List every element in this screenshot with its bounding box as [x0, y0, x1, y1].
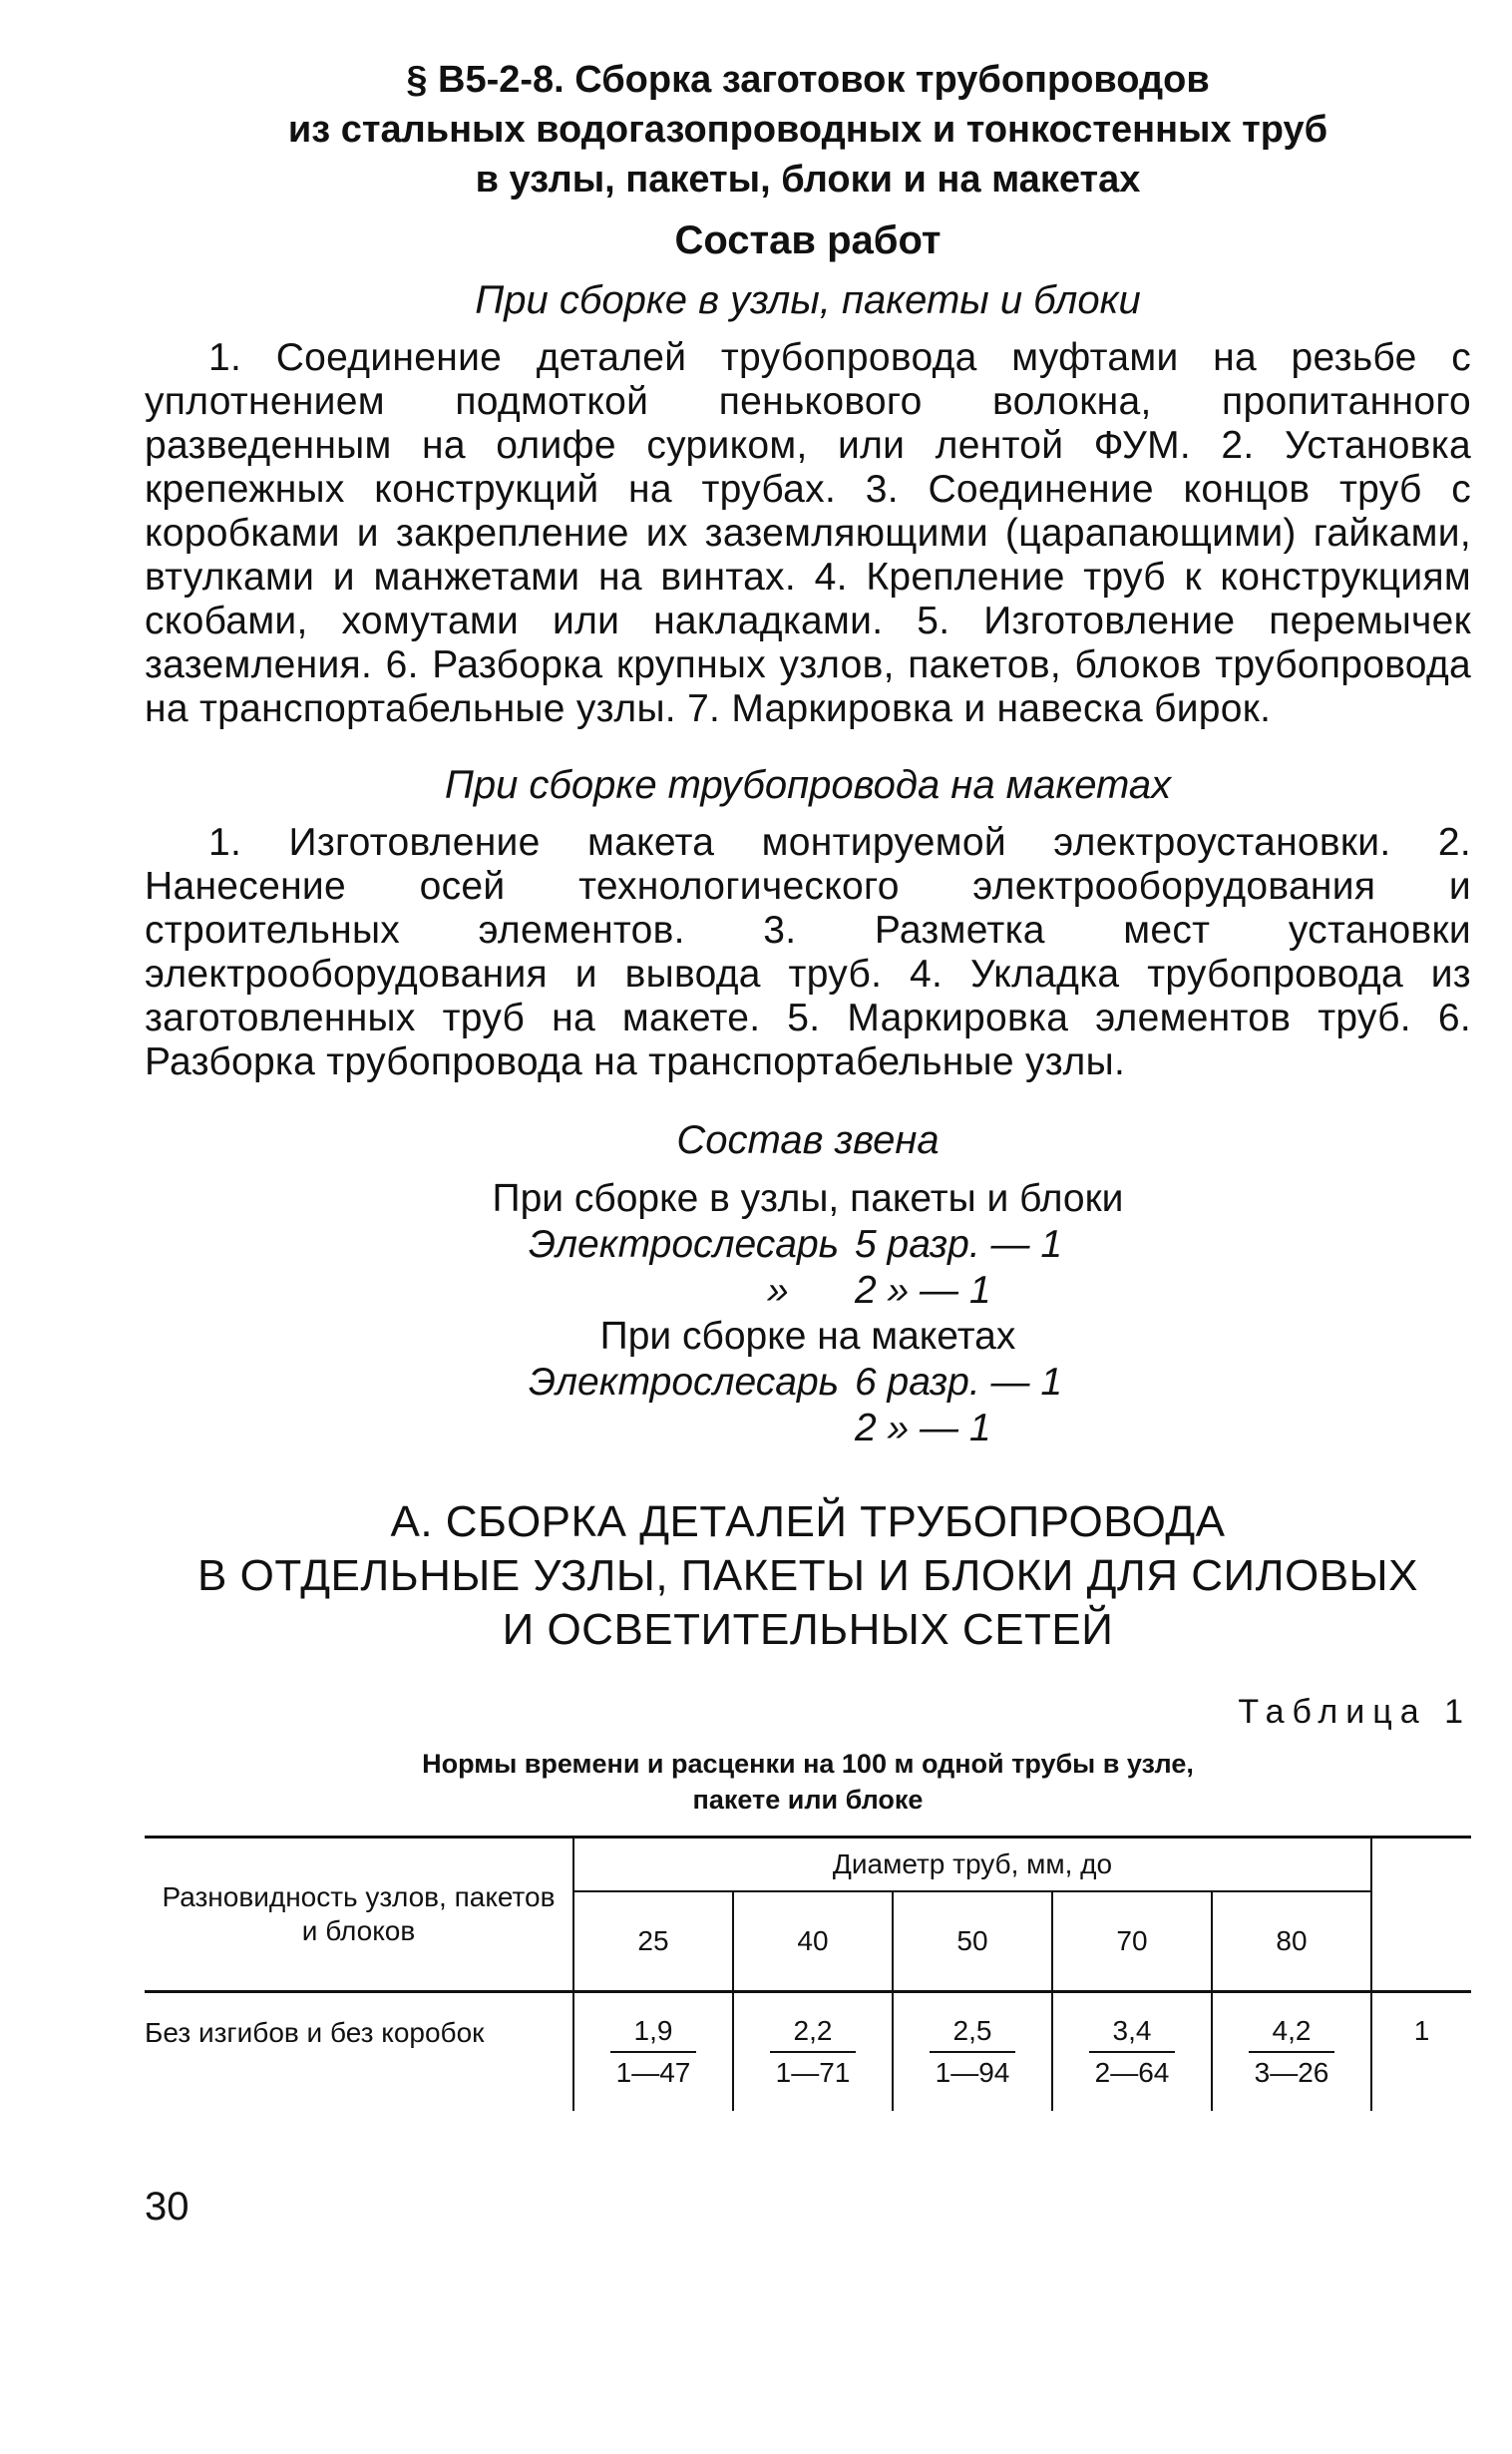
crew-group-1-row-1 [145, 1222, 1471, 1268]
value-cell-70 [1052, 1991, 1212, 2111]
table-label: Таблица 1 [1238, 1693, 1471, 1731]
diameter-group-header: Диаметр труб, мм, до [573, 1838, 1371, 1892]
paragraph-assembly-units: 1. Соединение деталей трубопровода муфтами на резьбе с уплотнением подмоткой пенькового волокна, пропитанного разведенным на олифе суриком, или лентой ФУМ. 2. Установка крепежных конструкций на трубах. 3. Соединение концов труб с коробками и закрепление их заземляющими (царапающими) гайками, втулками и манжетами на винтах. 4. Крепление труб к конструкциям скобами, хомутами или накладками. 5. Изготовление перемычек заземления. 6. Разборка крупных узлов, пакетов, блоков трубопровода на транспортабельные узлы. 7. Маркировка и навеска бирок. [145, 336, 1471, 730]
crew-worker-name: Электрослесарь [529, 1361, 840, 1404]
crew-group-1-row-2 [145, 1268, 1471, 1314]
table-row [145, 1991, 1471, 2111]
page-number: 30 [145, 2185, 189, 2229]
crew-worker-grade: 2 » — 1 [855, 1269, 991, 1312]
diameter-header-50: 50 [893, 1891, 1052, 1991]
table-caption-line-2: пакете или блоке [692, 1785, 924, 1815]
subheading-assembly-units: При сборке в узлы, пакеты и блоки [475, 278, 1141, 322]
row-number: 1 [1413, 2014, 1430, 2046]
price-value: 2—64 [1094, 2056, 1170, 2088]
diameter-header-70: 70 [1052, 1891, 1212, 1991]
diameter-header-25: 25 [573, 1891, 733, 1991]
norm-value: 1,9 [610, 2011, 697, 2053]
price-value: 1—47 [615, 2056, 691, 2088]
crew-group-2-row-2 [145, 1406, 1471, 1451]
crew-worker-name: Электрослесарь [529, 1223, 840, 1266]
norms-table [145, 1836, 1471, 2111]
row-label-header: Разновидность узлов, пакетов и блоков [145, 1838, 573, 1992]
norm-value: 2,5 [930, 2011, 1016, 2053]
crew-heading: Состав звена [676, 1118, 940, 1162]
crew-group-2-label: При сборке на макетах [599, 1315, 1016, 1358]
crew-worker-grade: 2 » — 1 [855, 1407, 991, 1449]
value-cell-40 [733, 1991, 893, 2111]
row-number-header [1371, 1838, 1471, 1992]
value-cell-25 [573, 1991, 733, 2111]
value-cell-80 [1212, 1991, 1371, 2111]
crew-group-1-label: При сборке в узлы, пакеты и блоки [492, 1177, 1124, 1220]
paragraph-assembly-models: 1. Изготовление макета монтируемой электроустановки. 2. Нанесение осей технологического электрооборудования и строительных элементов. 3. Разметка мест установки электрооборудования и вывода труб. 4. Укладка трубопровода из заготовленных труб на макете. 5. Маркировка элементов труб. 6. Разборка трубопровода на транспортабельные узлы. [145, 821, 1471, 1083]
diameter-header-80: 80 [1212, 1891, 1371, 1991]
part-title-line-1: А. СБОРКА ДЕТАЛЕЙ ТРУБОПРОВОДА [390, 1497, 1226, 1546]
value-cell-50 [893, 1991, 1052, 2111]
diameter-header-40: 40 [733, 1891, 893, 1991]
price-value: 1—71 [775, 2056, 851, 2088]
part-title-line-3: И ОСВЕТИТЕЛЬНЫХ СЕТЕЙ [502, 1605, 1114, 1654]
crew-worker-grade: 6 разр. — 1 [855, 1361, 1063, 1404]
norm-value: 2,2 [770, 2011, 857, 2053]
crew-group-2-row-1 [145, 1360, 1471, 1406]
section-title-line-2: из стальных водогазопроводных и тонкостенных труб [287, 109, 1328, 151]
section-title-line-1: § В5-2-8. Сборка заготовок трубопроводов [406, 59, 1210, 101]
document-page [145, 55, 1471, 2111]
subheading-assembly-models: При сборке трубопровода на макетах [444, 763, 1172, 807]
row-label: Без изгибов и без коробок [145, 2016, 485, 2048]
work-composition-heading: Состав работ [674, 218, 942, 262]
norm-value: 4,2 [1249, 2011, 1335, 2053]
price-value: 3—26 [1254, 2056, 1329, 2088]
norm-value: 3,4 [1089, 2011, 1176, 2053]
part-title-line-2: В ОТДЕЛЬНЫЕ УЗЛЫ, ПАКЕТЫ И БЛОКИ ДЛЯ СИЛОВЫХ [197, 1551, 1418, 1600]
table-caption-line-1: Нормы времени и расценки на 100 м одной трубы в узле, [422, 1749, 1194, 1779]
section-title-line-3: в узлы, пакеты, блоки и на макетах [475, 159, 1141, 201]
crew-worker-name: » [767, 1269, 789, 1312]
price-value: 1—94 [935, 2056, 1010, 2088]
crew-worker-grade: 5 разр. — 1 [855, 1223, 1063, 1266]
